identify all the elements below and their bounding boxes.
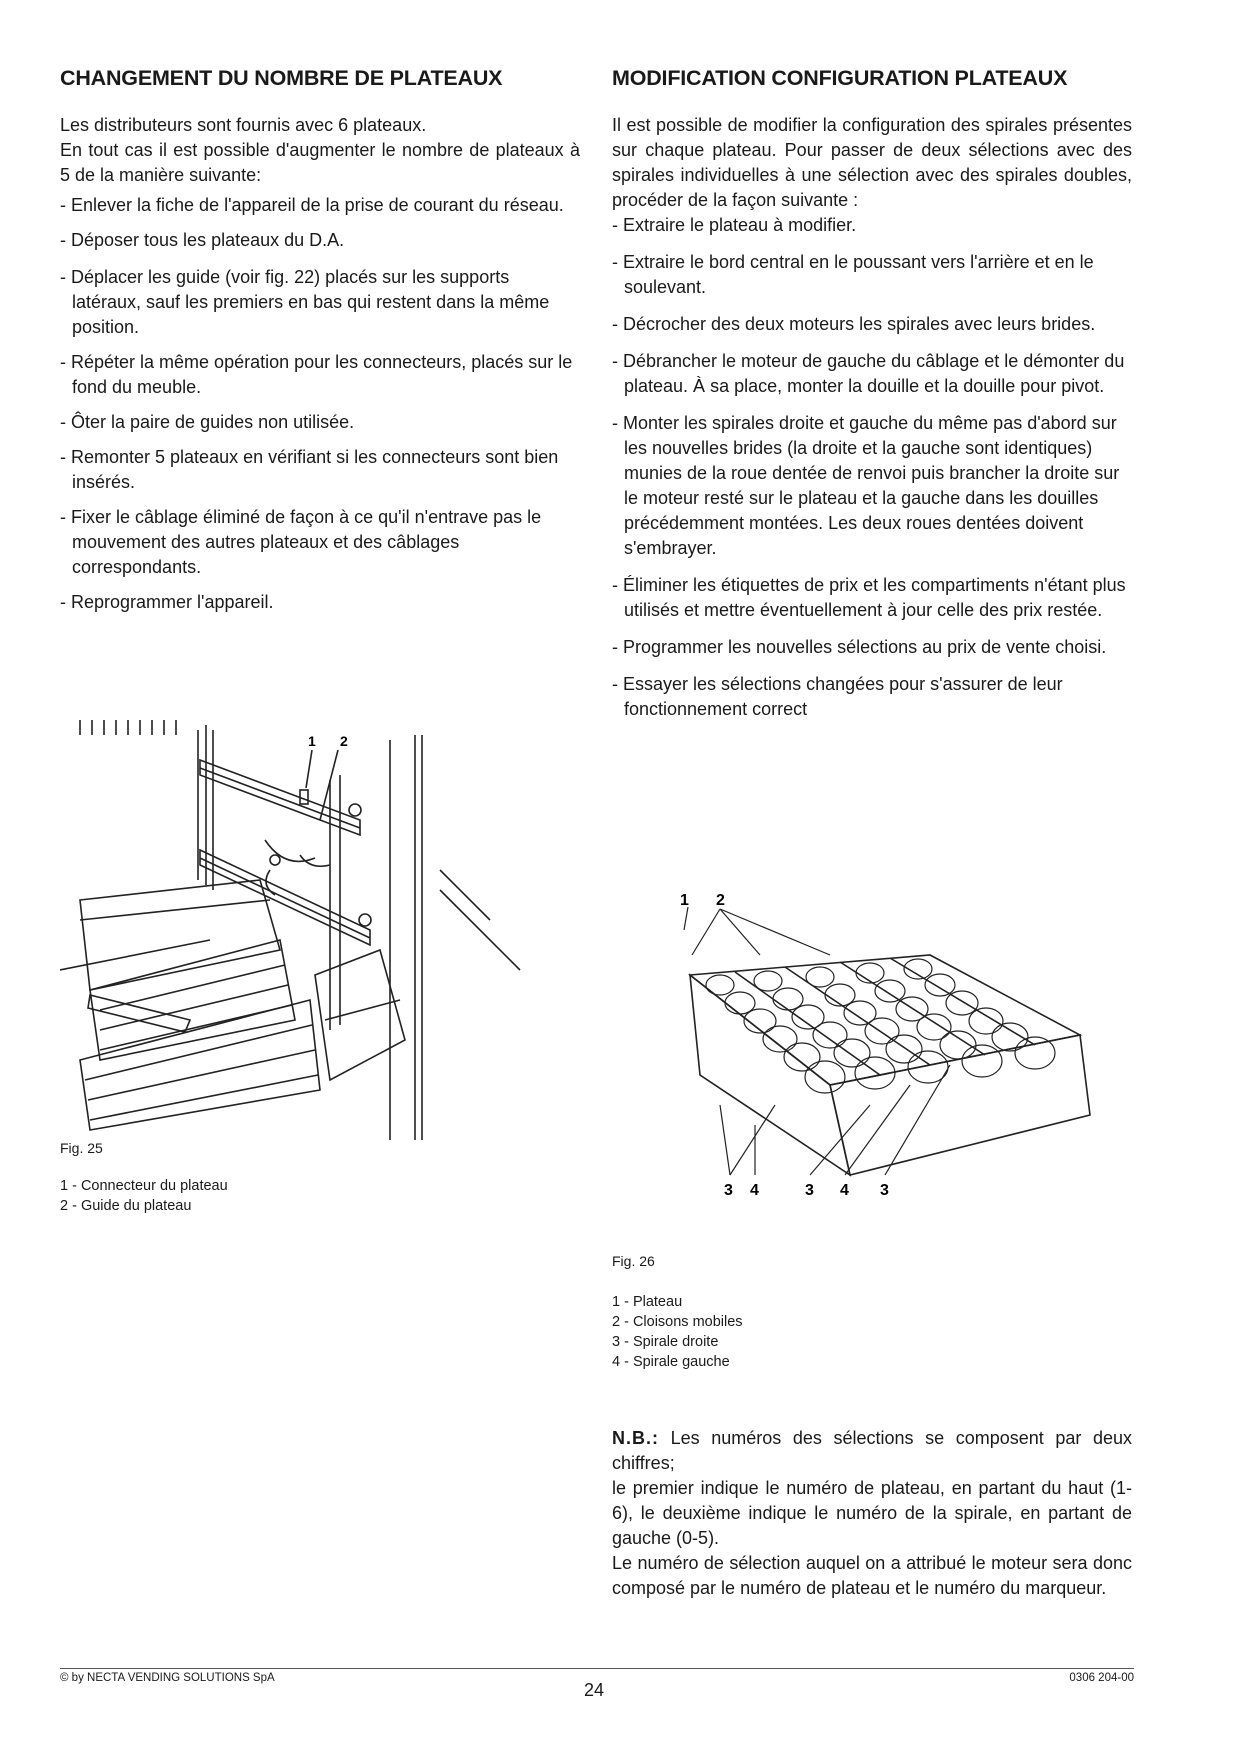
figure-25-legend <box>60 1176 228 1216</box>
callout-3: 3 <box>724 1182 733 1199</box>
figure-26-legend <box>612 1292 743 1372</box>
nb-note <box>612 1426 1132 1601</box>
right-column <box>612 66 1132 722</box>
callout-2: 2 <box>716 892 725 909</box>
legend-item: 2 - Guide du plateau <box>60 1198 192 1214</box>
step-item: - Remonter 5 plateaux en vérifiant si les connecteurs sont bien insérés. <box>60 447 559 492</box>
step-item: - Ôter la paire de guides non utilisée. <box>60 412 355 432</box>
step-item: - Monter les spirales droite et gauche du même pas d'abord sur les nouvelles brides (la droite et la gauche sont identiques) munies de la roue dentée de renvoi puis brancher la droite sur le moteur resté sur le plateau et la gauche dans les douilles précédemment montées. Les deux roues dentées doivent s'embrayer. <box>612 413 1120 558</box>
step-item: - Décrocher des deux moteurs les spirales avec leurs brides. <box>612 314 1096 334</box>
step-item: - Programmer les nouvelles sélections au prix de vente choisi. <box>612 637 1107 657</box>
page-number: 24 <box>584 1680 605 1700</box>
nb-label: N.B.: <box>612 1428 659 1448</box>
step-item: - Essayer les sélections changées pour s'assurer de leur fonctionnement correct <box>612 674 1063 719</box>
callout-2: 2 <box>340 733 348 749</box>
step-item: - Enlever la fiche de l'appareil de la prise de courant du réseau. <box>60 195 564 215</box>
legend-item: 4 - Spirale gauche <box>612 1354 730 1370</box>
left-column <box>60 66 580 615</box>
nb-text-1: Les numéros des sélections se composent par deux chiffres; <box>612 1428 1132 1473</box>
intro-line-2: En tout cas il est possible d'augmenter le nombre de plateaux à 5 de la manière suivante: <box>60 140 580 185</box>
legend-item: 1 - Connecteur du plateau <box>60 1178 228 1194</box>
callout-3: 3 <box>880 1182 889 1199</box>
figure-26-illustration <box>680 885 1100 1255</box>
step-item: - Extraire le bord central en le poussant vers l'arrière et en le soulevant. <box>612 252 1094 297</box>
legend-item: 2 - Cloisons mobiles <box>612 1314 743 1330</box>
step-item: - Déposer tous les plateaux du D.A. <box>60 230 345 250</box>
nb-paragraph-3: Le numéro de sélection auquel on a attribué le moteur sera donc composé par le numéro de plateau et le numéro du marqueur. <box>612 1553 1132 1598</box>
step-item: - Fixer le câblage éliminé de façon à ce qu'il n'entrave pas le mouvement des autres plateaux et des câblages correspondants. <box>60 507 542 577</box>
nb-paragraph-2: le premier indique le numéro de plateau, en partant du haut (1-6), le deuxième indique le numéro de la spirale, en partant de gauche (0-5). <box>612 1478 1132 1548</box>
callout-4: 4 <box>750 1182 759 1199</box>
step-item: - Débrancher le moteur de gauche du câblage et le démonter du plateau. À sa place, monter la douille et la douille pour pivot. <box>612 351 1125 396</box>
step-item: - Extraire le plateau à modifier. <box>612 215 857 235</box>
callout-1: 1 <box>680 892 689 909</box>
callout-4: 4 <box>840 1182 849 1199</box>
legend-item: 3 - Spirale droite <box>612 1334 719 1350</box>
step-item: - Reprogrammer l'appareil. <box>60 592 274 612</box>
step-item: - Éliminer les étiquettes de prix et les compartiments n'étant plus utilisés et mettre éventuellement à jour celle des prix restée. <box>612 575 1126 620</box>
callout-1: 1 <box>308 733 316 749</box>
footer-doc-code: 0306 204-00 <box>1069 1672 1134 1684</box>
section-title-plateaux-count: CHANGEMENT DU NOMBRE DE PLATEAUX <box>60 66 503 90</box>
right-intro: Il est possible de modifier la configuration des spirales présentes sur chaque plateau. Pour passer de deux sélections avec des spirales individuelles à une sélection avec des spirales doubles, procéder de la façon suivante : <box>612 115 1132 210</box>
callout-3: 3 <box>805 1182 814 1199</box>
figure-25-label: Fig. 25 <box>60 1140 103 1156</box>
legend-item: 1 - Plateau <box>612 1294 683 1310</box>
steps-list-left <box>60 193 580 615</box>
section-title-configuration: MODIFICATION CONFIGURATION PLATEAUX <box>612 66 1068 90</box>
footer-divider <box>60 1668 1134 1669</box>
steps-list-right <box>612 213 1132 722</box>
figure-26-label: Fig. 26 <box>612 1253 655 1269</box>
intro-line-1: Les distributeurs sont fournis avec 6 plateaux. <box>60 115 427 135</box>
nb-paragraph-1 <box>612 1426 1132 1476</box>
step-item: - Déplacer les guide (voir fig. 22) placés sur les supports latéraux, sauf les premiers en bas qui restent dans la même position. <box>60 267 550 337</box>
figure-25-illustration <box>60 720 600 1140</box>
footer-copyright: © by NECTA VENDING SOLUTIONS SpA <box>60 1672 275 1684</box>
step-item: - Répéter la même opération pour les connecteurs, placés sur le fond du meuble. <box>60 352 573 397</box>
